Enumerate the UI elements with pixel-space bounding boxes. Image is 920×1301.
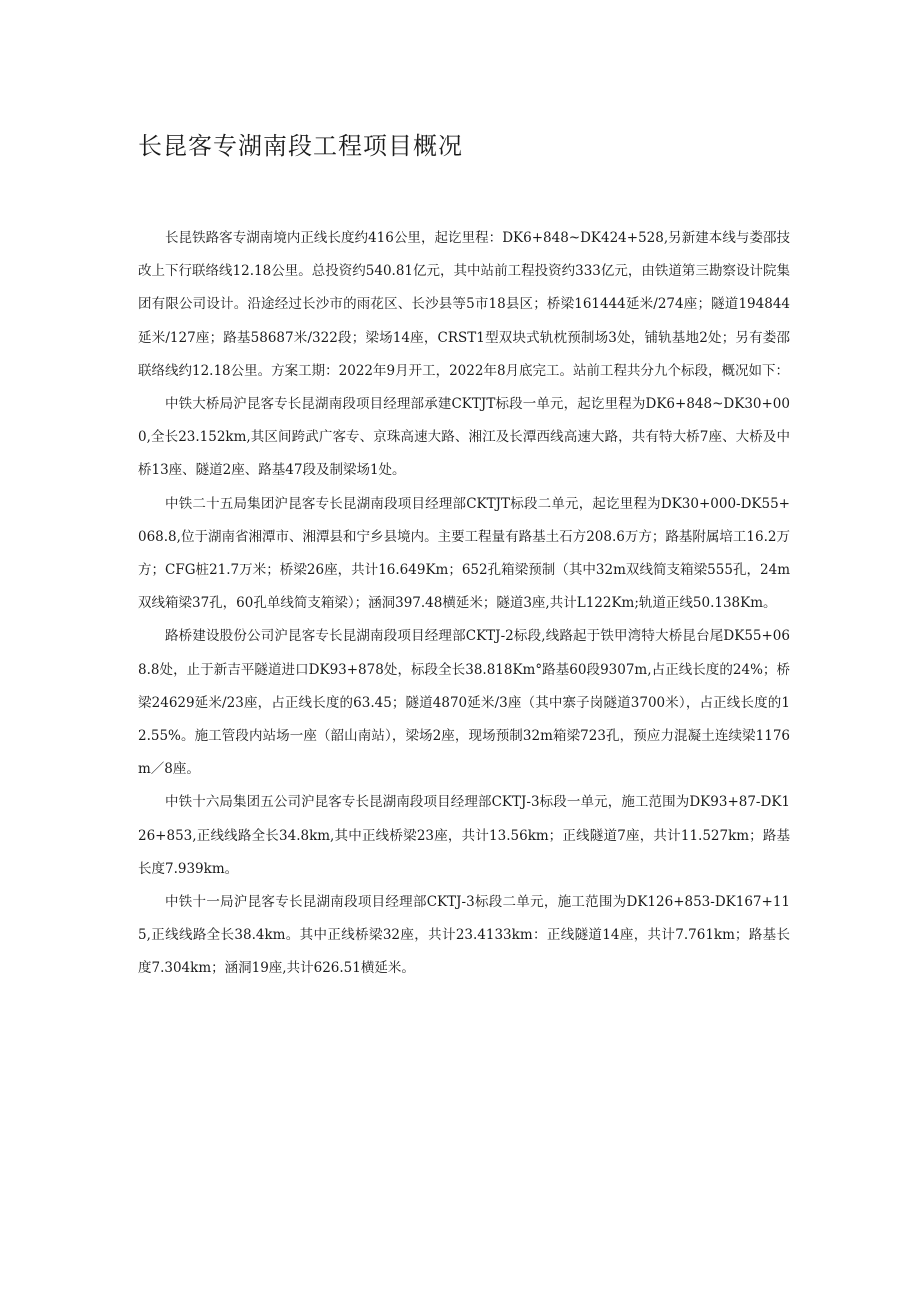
paragraph-section-4: 中铁十六局集团五公司沪昆客专长昆湖南段项目经理部CKTJ-3标段一单元，施工范围为DK93+87-DK126+853,正线线路全长34.8km,其中正线桥梁23座，共计13.56km；正线隧道7座，共计11.527km；路基长度7.939km。 bbox=[138, 794, 790, 877]
paragraph-section-5: 中铁十一局沪昆客专长昆湖南段项目经理部CKTJ-3标段二单元，施工范围为DK126+853-DK167+115,正线线路全长38.4km。其中正线桥梁32座，共计23.4133km：正线隧道14座，共计7.761km；路基长度7.304km；涵洞19座,共计626.51横延米。 bbox=[138, 894, 790, 977]
paragraph-section-2: 中铁二十五局集团沪昆客专长昆湖南段项目经理部CKTJT标段二单元，起讫里程为DK30+000-DK55+068.8,位于湖南省湘潭市、湘潭县和宁乡县境内。主要工程量有路基土石方208.6万方；路基附属培工16.2万方；CFG桩21.7万米；桥梁26座，共计16.649Km；652孔箱梁预制（其中32m双线简支箱梁555孔，24m双线箱梁37孔，60孔单线简支箱梁）；涵洞397.48横延米；隧道3座,共计L122Km;轨道正线50.138Km。 bbox=[138, 495, 790, 612]
paragraph-section-1: 中铁大桥局沪昆客专长昆湖南段项目经理部承建CKTJT标段一单元，起讫里程为DK6+848~DK30+000,全长23.152km,其区间跨武广客专、京珠高速大路、湘江及长潭西线高速大路，共有特大桥7座、大桥及中桥13座、隧道2座、路基47段及制梁场1处。 bbox=[138, 396, 790, 479]
paragraph-section-3: 路桥建设股份公司沪昆客专长昆湖南段项目经理部CKTJ-2标段,线路起于铁甲湾特大桥昆台尾DK55+068.8处，止于新吉平隧道进口DK93+878处，标段全长38.818Km°路基60段9307m,占正线长度的24%；桥梁24629延米/23座，占正线长度的63.45；隧道4870延米/3座（其中寨子岗隧道3700米），占正线长度的12.55%。施工管段内站场一座（韶山南站），梁场2座，现场预制32m箱梁723孔，预应力混凝土连续梁1176m／8座。 bbox=[138, 628, 790, 778]
document-body bbox=[138, 222, 790, 986]
paragraph-overview: 长昆铁路客专湖南境内正线长度约416公里，起讫里程：DK6+848~DK424+528,另新建本线与娄邵技改上下行联络线12.18公里。总投资约540.81亿元，其中站前工程投资约333亿元，由铁道第三勘察设计院集团有限公司设计。沿途经过长沙市的雨花区、长沙县等5市18县区；桥梁161444延米/274座；隧道194844延米/127座；路基58687米/322段；梁场14座，CRST1型双块式轨枕预制场3处，铺轨基地2处；另有娄邵联络线约12.18公里。方案工期：2022年9月开工，2022年8月底完工。站前工程共分九个标段，概况如下： bbox=[138, 230, 790, 379]
document-title: 长昆客专湖南段工程项目概况 bbox=[138, 132, 463, 160]
